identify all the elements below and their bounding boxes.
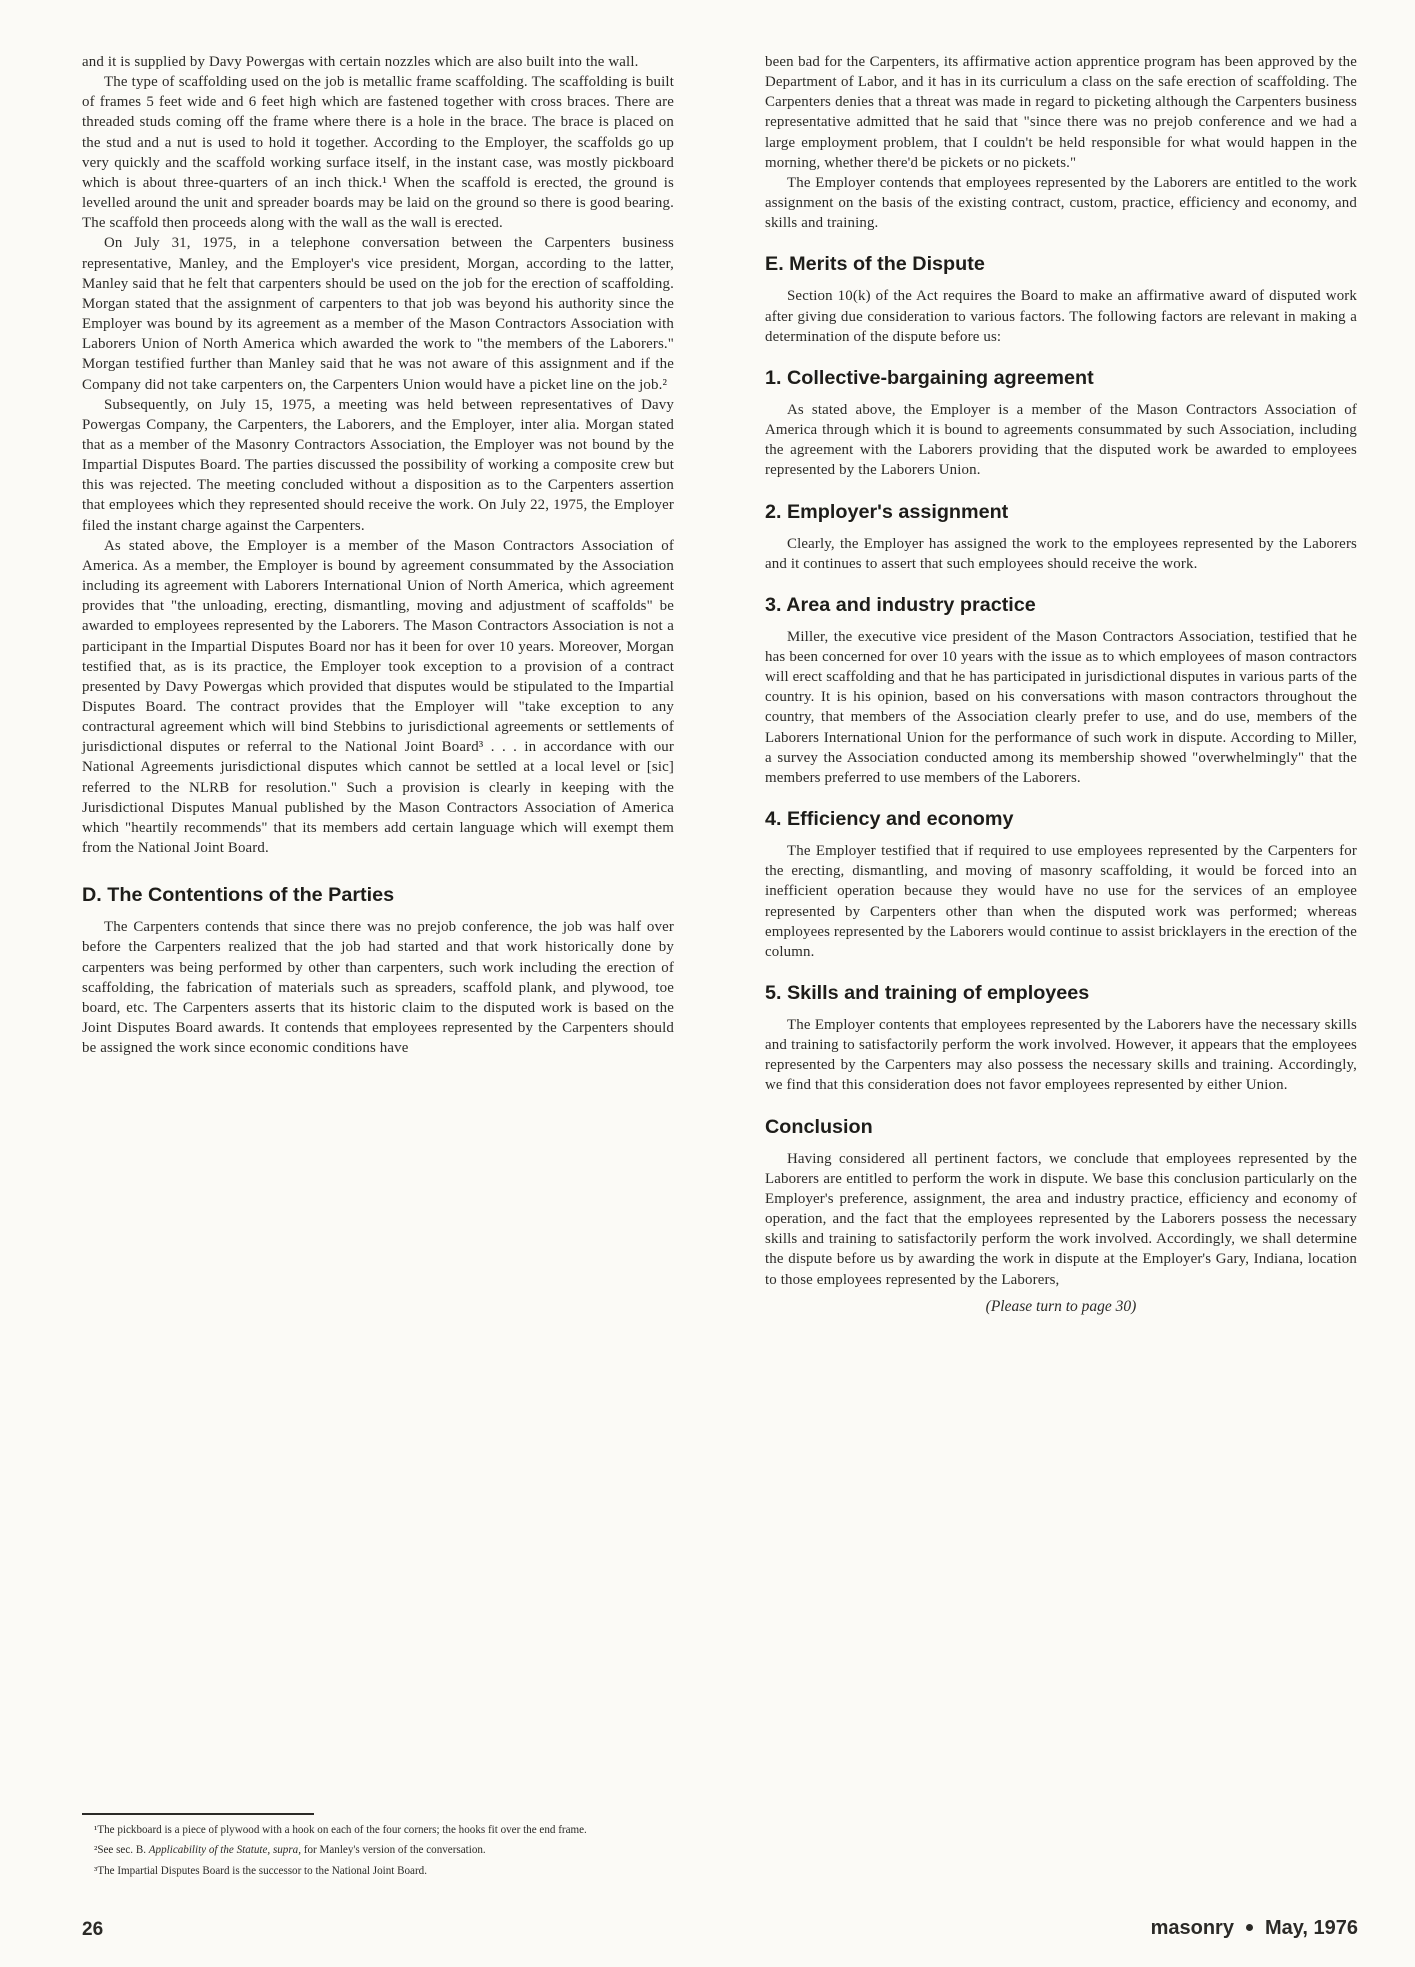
paragraph: Miller, the executive vice president of the Mason Contractors Association, testified that he has been concerned for over 10 years with the issue as to which employees of mason contractors will erect scaffolding and that he has participated in jurisdictional disputes in various parts of the country. It is his opinion, based on his conversations with mason contractors throughout the country, that members of the Association clearly prefer to use, and do use, members of the Laborers International Union for the performance of such work in dispute. According to Miller, a survey the Association conducted among its membership showed "overwhelmingly" that the members preferred to use members of the Laborers. [765, 628, 1357, 786]
page-number: 26 [82, 1919, 104, 1940]
left-column [82, 52, 674, 1058]
paragraph: been bad for the Carpenters, its affirmative action apprentice program has been approved by the Department of Labor, and it has in its curriculum a class on the safe erection of scaffolding. The Carpenters denies that a threat was made in regard to picketing although the Carpenters business representative admitted that he said that "since there was no prejob conference and we had a large employment problem, that I couldn't be held responsible for what would happen in the morning, whether there'd be pickets or no pickets." [765, 54, 1357, 171]
footnotes [82, 1813, 674, 1884]
paragraph: The Employer testified that if required to use employees represented by the Carpenters for the erecting, dismantling, and moving of masonry scaffolding, it would be forced into an inefficient operation because they would have no use for the services of an employee represented by Carpenters other than when the disputed work was performed; whereas employees represented by the Laborers would continue to assist bricklayers in the erection of the column. [765, 843, 1357, 960]
paragraph: The Employer contends that employees represented by the Laborers are entitled to the work assignment on the basis of the existing contract, custom, practice, efficiency and economy, and skills and training. [765, 174, 1357, 232]
paragraph: Having considered all pertinent factors, we conclude that employees represented by the Laborers are entitled to perform the work in dispute. We base this conclusion particularly on the Employer's preference, assignment, the area and industry practice, efficiency and economy of operation, and the fact that the employees represented by the Laborers possess the necessary skills and training to satisfactorily perform the work involved. Accordingly, we shall determine the dispute before us by awarding the work in dispute at the Employer's Gary, Indiana, location to those employees represented by the Laborers, [765, 1150, 1357, 1288]
footnote-1: ¹The pickboard is a piece of plywood with a hook on each of the four corners; the hooks fit over the end frame. [94, 1823, 587, 1836]
paragraph: As stated above, the Employer is a member of the Mason Contractors Association of America. As a member, the Employer is bound by agreement consummated by the Association including its agreement with Laborers International Union of North America, which agreement provides that "the unloading, erecting, dismantling, moving and adjustment of scaffolds" be awarded to employees represented by the Laborers. The Mason Contractors Association is not a participant in the Impartial Disputes Board nor has it been for over 10 years. Moreover, Morgan testified that, as is its practice, the Employer took exception to a provision of a contract presented by Davy Powergas which provided that disputes would be stipulated to the Impartial Disputes Board. The contract provides that the Employer will "take exception to any contractural agreement which will bind Stebbins to jurisdictional agreements or settlements of jurisdictional disputes or referral to the National Joint Board³ . . . in accordance with our National Agreements jurisdictional disputes which cannot be settled at a local level or [sic] referred to the NLRB for resolution." Such a provision is clearly in keeping with the Jurisdictional Disputes Manual published by the Mason Contractors Association of America which "heartily recommends" that its members add certain language which will exempt them from the National Joint Board. [82, 537, 674, 857]
continued-note: (Please turn to page 30) [985, 1297, 1137, 1315]
footnote-2: ²See sec. B. Applicability of the Statute, supra, for Manley's version of the conversation. [94, 1844, 486, 1857]
paragraph: On July 31, 1975, in a telephone conversation between the Carpenters business representative, Manley, and the Employer's vice president, Morgan, according to the latter, Manley said that he felt that carpenters should be used on the job for the erection of scaffolding. Morgan stated that the assignment of carpenters to that job was beyond his authority since the Employer was bound by its agreement as a member of the Mason Contractors Association with Laborers Union of North America which awarded the work to "the members of the Laborers." Morgan testified further than Manley said that he was not aware of this assignment and if the Company did not take carpenters on, the Carpenters Union would have a picket line on the job.² [82, 235, 674, 393]
paragraph: Clearly, the Employer has assigned the work to the employees represented by the Laborers and it continues to assert that such employees should receive the work. [765, 535, 1357, 572]
paragraph: The type of scaffolding used on the job is metallic frame scaffolding. The scaffolding is built of frames 5 feet wide and 6 feet high which are fastened together with cross braces. There are threaded studs coming off the frame where there is a hole in the brace. The brace is placed on the stud and a nut is used to hold it together. According to the Employer, the scaffolds go up very quickly and the scaffold working surface itself, in the instant case, was mostly pickboard which is about three-quarters of an inch thick.¹ When the scaffold is erected, the ground is levelled around the unit and spreader boards may be laid on the ground so there is good bearing. The scaffold then proceeds along with the wall as the wall is erected. [82, 74, 674, 232]
section-heading-d: D. The Contentions of the Parties [82, 884, 395, 907]
issue-date: May, 1976 [1264, 1917, 1358, 1939]
paragraph: and it is supplied by Davy Powergas with certain nozzles which are also built into the wall. [82, 54, 639, 70]
subsection-heading-1: 1. Collective-bargaining agreement [765, 366, 1094, 389]
paragraph: As stated above, the Employer is a member of the Mason Contractors Association of America through which it is bound to agreements consummated by such Association, including the agreement with the Laborers providing that the disputed work be awarded to employees represented by the Laborers Union. [765, 401, 1357, 479]
paragraph: Subsequently, on July 15, 1975, a meeting was held between representatives of Davy Powergas Company, the Carpenters, the Laborers, and the Employer, inter alia. Morgan stated that as a member of the Masonry Contractors Association, the Employer was not bound by the Impartial Disputes Board. The parties discussed the possibility of working a composite crew but this was rejected. The meeting concluded without a disposition as to the Carpenters assertion that employees which they represented should receive the work. On July 22, 1975, the Employer filed the instant charge against the Carpenters. [82, 396, 674, 534]
subsection-heading-4: 4. Efficiency and economy [765, 808, 1014, 831]
footnote-3: ³The Impartial Disputes Board is the successor to the National Joint Board. [94, 1864, 427, 1877]
section-heading-e: E. Merits of the Dispute [765, 253, 985, 276]
right-column [765, 52, 1357, 1316]
paragraph: Section 10(k) of the Act requires the Board to make an affirmative award of disputed work after giving due consideration to various factors. The following factors are relevant in making a determination of the dispute before us: [765, 288, 1357, 345]
paragraph: The Employer contents that employees represented by the Laborers have the necessary skills and training to satisfactorily perform the work involved. However, it appears that the employees represented by the Carpenters may also possess the necessary skills and training. Accordingly, we find that this consideration does not favor employees represented by either Union. [765, 1017, 1357, 1094]
subsection-heading-2: 2. Employer's assignment [765, 500, 1009, 523]
subsection-heading-5: 5. Skills and training of employees [765, 982, 1090, 1004]
footnote-rule [82, 1813, 314, 1815]
magazine-name: masonry [1150, 1917, 1234, 1939]
bullet-icon [1246, 1924, 1253, 1931]
subsection-heading-3: 3. Area and industry practice [765, 593, 1036, 616]
paragraph: The Carpenters contends that since there was no prejob conference, the job was half over before the Carpenters realized that the job had started and that work historically done by carpenters was being performed by other than carpenters, such work including the erection of scaffolding, the fabrication of materials such as spreaders, scaffold plank, and plywood, toe board, etc. The Carpenters asserts that its historic claim to the disputed work is based on the Joint Disputes Board awards. It contends that employees represented by the Carpenters should be assigned the work since economic conditions have [82, 919, 674, 1057]
conclusion-heading: Conclusion [765, 1115, 873, 1138]
magazine-footer [1151, 1917, 1358, 1940]
